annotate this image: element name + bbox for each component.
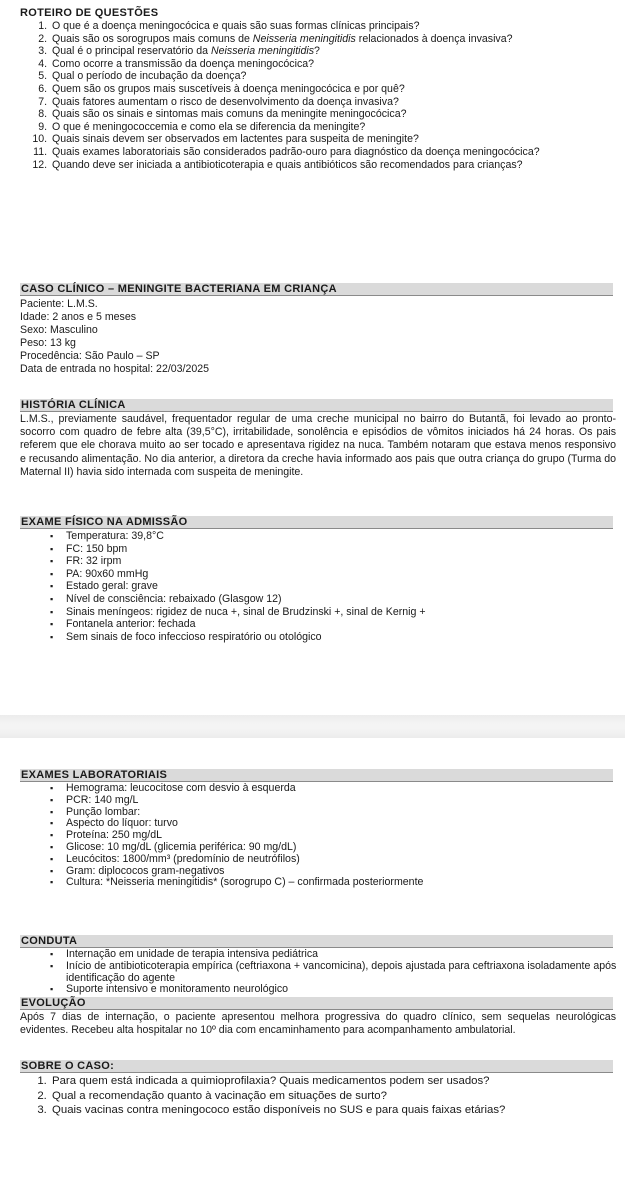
exames-item: ▪ Aspecto do líquor: turvo bbox=[66, 818, 625, 830]
exame-fisico-item: ▪ FR: 32 irpm bbox=[66, 555, 625, 568]
exame-fisico-title: EXAME FÍSICO NA ADMISSÃO bbox=[20, 516, 613, 529]
exame-fisico-item: ▪ Sem sinais de foco infeccioso respiratório ou otológico bbox=[66, 631, 625, 644]
roteiro-question: 4. Como ocorre a transmissão da doença meningocócica? bbox=[50, 58, 625, 71]
roteiro-question: 9. O que é meningococcemia e como ela se diferencia da meningite? bbox=[50, 121, 625, 134]
evolucao-title: EVOLUÇÃO bbox=[20, 997, 613, 1010]
roteiro-question: 2. Quais são os sorogrupos mais comuns de Neisseria meningitidis relacionados à doença invasiva? bbox=[50, 33, 625, 46]
roteiro-question: 11. Quais exames laboratoriais são considerados padrão-ouro para diagnóstico da doença meningocócica? bbox=[50, 146, 625, 159]
exames-item: ▪ Hemograma: leucocitose com desvio à esquerda bbox=[66, 783, 625, 795]
caso-fields bbox=[20, 298, 613, 377]
roteiro-title: ROTEIRO DE QUESTÕES bbox=[20, 7, 159, 19]
exame-fisico-item: ▪ Fontanela anterior: fechada bbox=[66, 618, 625, 631]
exames-item: ▪ Gram: diplococos gram-negativos bbox=[66, 866, 625, 878]
exame-fisico-item: ▪ Temperatura: 39,8°C bbox=[66, 530, 625, 543]
sobre-question-list bbox=[20, 1074, 625, 1118]
exames-item: ▪ Punção lombar: bbox=[66, 807, 625, 819]
exame-fisico-item: ▪ PA: 90x60 mmHg bbox=[66, 568, 625, 581]
exames-item: ▪ PCR: 140 mg/L bbox=[66, 795, 625, 807]
exames-list bbox=[20, 783, 625, 889]
sobre-question: 2. Qual a recomendação quanto à vacinação em situações de surto? bbox=[50, 1089, 625, 1104]
caso-field: Paciente: L.M.S. bbox=[20, 298, 98, 310]
conduta-item: ▪ Início de antibioticoterapia empírica (ceftriaxona + vancomicina), depois ajustada para ceftriaxona isoladamente após identificação do agente bbox=[66, 961, 625, 985]
exames-item: ▪ Cultura: *Neisseria meningitidis* (sorogrupo C) – confirmada posteriormente bbox=[66, 877, 625, 889]
roteiro-question: 5. Qual o período de incubação da doença? bbox=[50, 70, 625, 83]
historia-text: L.M.S., previamente saudável, frequentador regular de uma creche municipal no bairro do Butantã, foi levado ao pronto-socorro com quadro de febre alta (39,5°C), irritabilidade, sonolência e episódios de vômitos iniciados há 24 horas. Os pais referem que ele chorava muito ao ser tocado e apresentava rigidez na nuca. Também notaram que estava menos responsivo e recusando alimentação. No dia anterior, a diretora da creche havia informado aos pais que outra criança do grupo (Turma do Maternal II) havia sido internada com suspeita de meningite. bbox=[20, 413, 616, 478]
conduta-item: ▪ Suporte intensivo e monitoramento neurológico bbox=[66, 984, 625, 996]
sobre-question: 3. Quais vacinas contra meningococo estão disponíveis no SUS e para quais faixas etárias? bbox=[50, 1103, 625, 1118]
roteiro-question: 12. Quando deve ser iniciada a antibioticoterapia e quais antibióticos são recomendados para crianças? bbox=[50, 159, 625, 172]
roteiro-question: 3. Qual é o principal reservatório da Neisseria meningitidis? bbox=[50, 45, 625, 58]
conduta-list bbox=[20, 949, 625, 996]
exames-item: ▪ Proteína: 250 mg/dL bbox=[66, 830, 625, 842]
historia-title: HISTÓRIA CLÍNICA bbox=[20, 399, 613, 412]
document-page-2 bbox=[0, 738, 625, 1200]
exames-title: EXAMES LABORATORIAIS bbox=[20, 769, 613, 782]
caso-field: Procedência: São Paulo – SP bbox=[20, 350, 160, 363]
caso-field: Sexo: Masculino bbox=[20, 324, 98, 337]
caso-field: Peso: 13 kg bbox=[20, 337, 76, 350]
exame-fisico-item: ▪ Estado geral: grave bbox=[66, 580, 625, 593]
roteiro-question: 7. Quais fatores aumentam o risco de desenvolvimento da doença invasiva? bbox=[50, 96, 625, 109]
page-break bbox=[0, 715, 625, 738]
conduta-item: ▪ Internação em unidade de terapia intensiva pediátrica bbox=[66, 949, 625, 961]
exame-fisico-item: ▪ Sinais meníngeos: rigidez de nuca +, sinal de Brudzinski +, sinal de Kernig + bbox=[66, 606, 625, 619]
exame-fisico-list bbox=[20, 530, 625, 643]
caso-field: Data de entrada no hospital: 22/03/2025 bbox=[20, 363, 210, 376]
roteiro-question: 6. Quem são os grupos mais suscetíveis à doença meningocócica e por quê? bbox=[50, 83, 625, 96]
roteiro-question: 1. O que é a doença meningocócica e quais são suas formas clínicas principais? bbox=[50, 20, 625, 33]
caso-title: CASO CLÍNICO – MENINGITE BACTERIANA EM CRIANÇA bbox=[20, 283, 613, 296]
roteiro-question: 8. Quais são os sinais e sintomas mais comuns da meningite meningocócica? bbox=[50, 108, 625, 121]
roteiro-question: 10. Quais sinais devem ser observados em lactentes para suspeita de meningite? bbox=[50, 133, 625, 146]
evolucao-text: Após 7 dias de internação, o paciente apresentou melhora progressiva do quadro clínico, sem sequelas neurológicas evidentes. Recebeu alta hospitalar no 10º dia com encaminhamento para acompanhamento ambulatorial. bbox=[20, 1011, 616, 1037]
conduta-title: CONDUTA bbox=[20, 935, 613, 948]
exame-fisico-item: ▪ FC: 150 bpm bbox=[66, 543, 625, 556]
exames-item: ▪ Glicose: 10 mg/dL (glicemia periférica: 90 mg/dL) bbox=[66, 842, 625, 854]
roteiro-question-list bbox=[20, 20, 625, 171]
exames-item: ▪ Leucócitos: 1800/mm³ (predomínio de neutrófilos) bbox=[66, 854, 625, 866]
exame-fisico-item: ▪ Nível de consciência: rebaixado (Glasgow 12) bbox=[66, 593, 625, 606]
sobre-question: 1. Para quem está indicada a quimioprofilaxia? Quais medicamentos podem ser usados? bbox=[50, 1074, 625, 1089]
sobre-title: SOBRE O CASO: bbox=[20, 1060, 613, 1073]
caso-field: Idade: 2 anos e 5 meses bbox=[20, 311, 137, 324]
